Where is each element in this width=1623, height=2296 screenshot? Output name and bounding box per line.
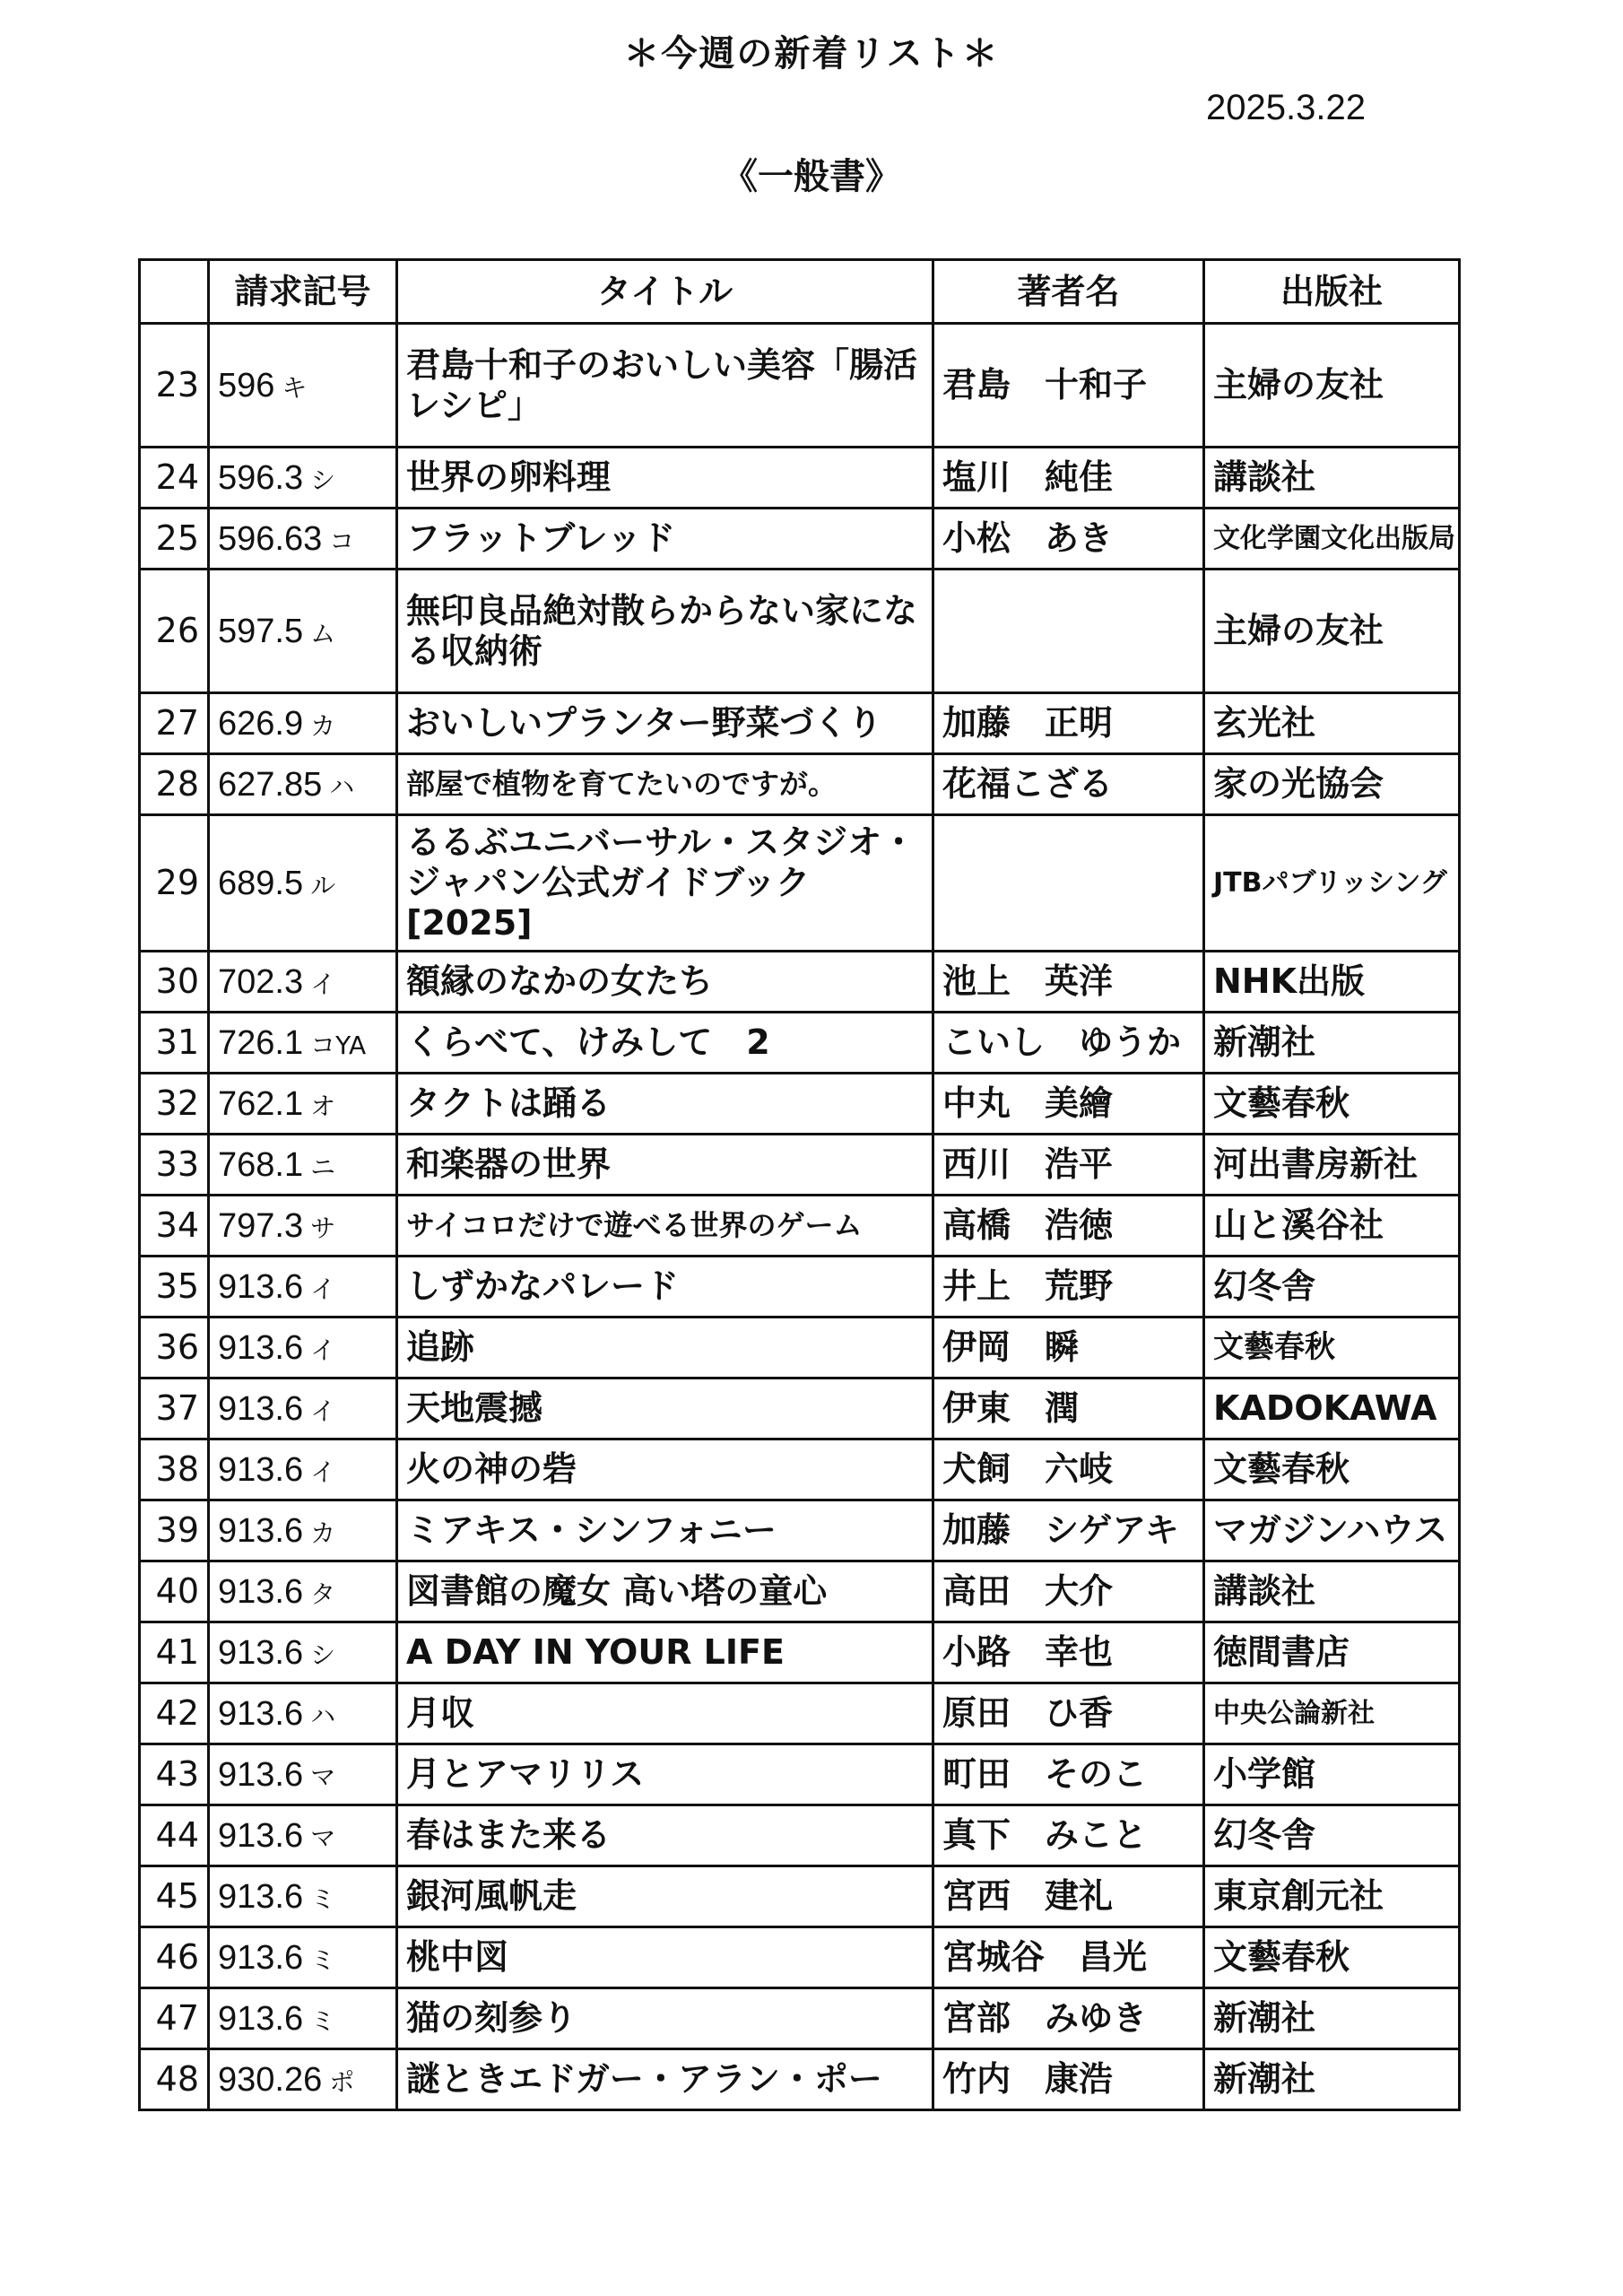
row-number: 38 [140,1439,209,1500]
book-publisher: 河出書房新社 [1204,1135,1460,1196]
book-author: 花福こざる [933,754,1204,815]
book-title: ミアキス・シンフォニー [397,1500,933,1561]
call-number-cell [209,1257,397,1318]
row-number: 46 [140,1927,209,1988]
author-mark: キ [282,372,308,403]
author-mark: シ [310,465,336,495]
book-title: 和楽器の世界 [397,1135,933,1196]
table-row [140,1805,1460,1866]
book-title: 猫の刻参り [397,1988,933,2049]
call-number-cell [209,1500,397,1561]
book-author: 伊岡 瞬 [933,1318,1204,1378]
table-row [140,509,1460,570]
call-number: 726.1 [218,1023,304,1062]
book-author: 伊東 潤 [933,1378,1204,1439]
book-title: フラットブレッド [397,509,933,570]
row-number: 30 [140,952,209,1013]
book-publisher: 中央公論新社 [1204,1683,1460,1744]
table-row [140,1622,1460,1683]
call-number-cell [209,2049,397,2110]
table-row [140,1439,1460,1500]
book-title: タクトは踊る [397,1074,933,1135]
call-number: 797.3 [218,1206,304,1245]
row-number: 25 [140,509,209,570]
author-mark: シ [310,1639,336,1670]
row-number: 36 [140,1318,209,1378]
book-author: 中丸 美繪 [933,1074,1204,1135]
book-title: 春はまた来る [397,1805,933,1866]
author-mark: マ [310,1761,336,1792]
list-date: 2025.3.22 [1206,88,1366,127]
call-number: 689.5 [218,864,304,902]
table-row [140,815,1460,952]
section-heading: 《一般書》 [722,156,901,197]
table-row [140,1744,1460,1805]
book-title: くらべて、けみして 2 [397,1013,933,1074]
book-author: 町田 そのこ [933,1744,1204,1805]
book-title: おいしいプランター野菜づくり [397,693,933,754]
book-title: 天地震撼 [397,1378,933,1439]
new-arrivals-table [138,258,1461,2111]
table-row [140,448,1460,509]
call-number-cell [209,693,397,754]
book-title: 月とアマリリス [397,1744,933,1805]
call-number-cell [209,1196,397,1257]
call-number: 913.6 [218,1267,304,1306]
table-row [140,570,1460,693]
author-mark: イ [310,1335,336,1365]
book-publisher: 文藝春秋 [1204,1439,1460,1500]
book-publisher: 徳間書店 [1204,1622,1460,1683]
call-number: 913.6 [218,1999,304,2038]
book-author: 宮西 建礼 [933,1866,1204,1927]
row-number: 37 [140,1378,209,1439]
call-number-cell [209,448,397,509]
call-number-cell [209,1135,397,1196]
call-number: 626.9 [218,704,304,743]
book-title: A DAY IN YOUR LIFE [397,1622,933,1683]
book-publisher: JTBパブリッシング [1204,815,1460,952]
author-mark: オ [310,1091,336,1121]
call-number-cell [209,1439,397,1500]
book-author: 池上 英洋 [933,952,1204,1013]
call-number: 913.6 [218,1328,304,1367]
row-number: 28 [140,754,209,815]
row-number: 48 [140,2049,209,2110]
row-number: 29 [140,815,209,952]
book-title: るるぶユニバーサル・スタジオ・ジャパン公式ガイドブック[2025] [397,815,933,952]
book-title: 部屋で植物を育てたいのですが。 [397,754,933,815]
book-publisher: 幻冬舎 [1204,1257,1460,1318]
book-publisher: 文化学園文化出版局 [1204,509,1460,570]
call-number-cell [209,1013,397,1074]
row-number: 26 [140,570,209,693]
call-number-cell [209,1074,397,1135]
table-row [140,1257,1460,1318]
table-row [140,324,1460,448]
call-number: 596.63 [218,519,323,558]
book-publisher: 新潮社 [1204,2049,1460,2110]
row-number: 42 [140,1683,209,1744]
call-number-cell [209,1805,397,1866]
book-publisher: 講談社 [1204,1561,1460,1622]
row-number: 27 [140,693,209,754]
book-author: 竹内 康浩 [933,2049,1204,2110]
table-row [140,1196,1460,1257]
table-row [140,1500,1460,1561]
author-mark: ル [310,870,336,900]
author-mark: コYA [310,1030,367,1060]
book-publisher: 文藝春秋 [1204,1318,1460,1378]
row-number: 41 [140,1622,209,1683]
book-title: 謎ときエドガー・アラン・ポー [397,2049,933,2110]
row-number: 24 [140,448,209,509]
book-publisher: 家の光協会 [1204,754,1460,815]
book-publisher: 主婦の友社 [1204,324,1460,448]
author-mark: イ [310,1457,336,1487]
call-number-cell [209,1378,397,1439]
call-number-cell [209,1318,397,1378]
table-header-row [140,260,1460,324]
author-mark: ミ [310,1944,336,1975]
book-title: 月収 [397,1683,933,1744]
call-number: 596 [218,366,275,404]
book-publisher: 幻冬舎 [1204,1805,1460,1866]
row-number: 34 [140,1196,209,1257]
author-mark: ハ [310,1700,336,1731]
author-mark: ミ [310,1883,336,1914]
table-row [140,754,1460,815]
table-row [140,952,1460,1013]
call-number: 768.1 [218,1145,304,1184]
book-author: 宮部 みゆき [933,1988,1204,2049]
book-publisher: 新潮社 [1204,1013,1460,1074]
call-number: 913.6 [218,1877,304,1916]
book-publisher: 文藝春秋 [1204,1074,1460,1135]
book-publisher: 文藝春秋 [1204,1927,1460,1988]
book-author: 小松 あき [933,509,1204,570]
call-number: 913.6 [218,1633,304,1672]
row-number: 44 [140,1805,209,1866]
page-title: ＊今週の新着リスト＊ [623,33,1000,74]
book-author: 宮城谷 昌光 [933,1927,1204,1988]
call-number: 597.5 [218,612,304,650]
call-number: 913.6 [218,1694,304,1733]
table-row [140,1927,1460,1988]
book-author: 西川 浩平 [933,1135,1204,1196]
row-number: 39 [140,1500,209,1561]
book-publisher: 新潮社 [1204,1988,1460,2049]
table-row [140,1074,1460,1135]
book-author: こいし ゆうか [933,1013,1204,1074]
book-title: 図書館の魔女 高い塔の童心 [397,1561,933,1622]
book-title: 火の神の砦 [397,1439,933,1500]
book-title: サイコロだけで遊べる世界のゲーム [397,1196,933,1257]
table-row [140,1135,1460,1196]
call-number-cell [209,1866,397,1927]
table-row [140,1683,1460,1744]
book-title: 君島十和子のおいしい美容「腸活レシピ」 [397,324,933,448]
call-number-cell [209,1988,397,2049]
column-header-call-number: 請求記号 [209,260,397,324]
row-number: 45 [140,1866,209,1927]
author-mark: マ [310,1822,336,1853]
book-publisher: NHK出版 [1204,952,1460,1013]
book-author [933,815,1204,952]
call-number: 930.26 [218,2060,323,2099]
author-mark: イ [310,1396,336,1426]
call-number: 913.6 [218,1389,304,1428]
book-title: 桃中図 [397,1927,933,1988]
book-author: 小路 幸也 [933,1622,1204,1683]
row-number: 43 [140,1744,209,1805]
author-mark: ハ [329,771,355,802]
row-number: 33 [140,1135,209,1196]
author-mark: ム [310,618,336,648]
column-header-publisher: 出版社 [1204,260,1460,324]
book-title: 追跡 [397,1318,933,1378]
table-row [140,1318,1460,1378]
call-number: 627.85 [218,765,323,804]
book-title: 無印良品絶対散らからない家になる収納術 [397,570,933,693]
call-number: 913.6 [218,1938,304,1977]
author-mark: コ [329,526,355,556]
call-number-cell [209,1927,397,1988]
row-number: 31 [140,1013,209,1074]
author-mark: ニ [310,1152,336,1182]
column-header-number [140,260,209,324]
book-publisher: 主婦の友社 [1204,570,1460,693]
author-mark: カ [310,1518,336,1548]
book-title: 額縁のなかの女たち [397,952,933,1013]
call-number-cell [209,509,397,570]
book-author: 高橋 浩徳 [933,1196,1204,1257]
book-publisher: 山と溪谷社 [1204,1196,1460,1257]
book-author: 加藤 シゲアキ [933,1500,1204,1561]
call-number: 596.3 [218,458,304,497]
call-number-cell [209,570,397,693]
book-author [933,570,1204,693]
call-number-cell [209,1744,397,1805]
row-number: 35 [140,1257,209,1318]
call-number: 913.6 [218,1816,304,1855]
call-number: 762.1 [218,1084,304,1123]
book-author: 原田 ひ香 [933,1683,1204,1744]
call-number: 702.3 [218,962,304,1001]
book-author: 君島 十和子 [933,324,1204,448]
author-mark: イ [310,1274,336,1304]
table-row [140,1013,1460,1074]
call-number: 913.6 [218,1572,304,1611]
table-row [140,1561,1460,1622]
author-mark: ポ [329,2066,355,2097]
book-publisher: 玄光社 [1204,693,1460,754]
row-number: 47 [140,1988,209,2049]
author-mark: ミ [310,2005,336,2036]
book-publisher: 東京創元社 [1204,1866,1460,1927]
table-row [140,1866,1460,1927]
author-mark: イ [310,969,336,999]
book-author: 井上 荒野 [933,1257,1204,1318]
book-title: しずかなパレード [397,1257,933,1318]
call-number-cell [209,324,397,448]
row-number: 40 [140,1561,209,1622]
row-number: 32 [140,1074,209,1135]
column-header-author: 著者名 [933,260,1204,324]
book-author: 真下 みこと [933,1805,1204,1866]
call-number: 913.6 [218,1450,304,1489]
call-number-cell [209,815,397,952]
book-author: 高田 大介 [933,1561,1204,1622]
call-number-cell [209,1683,397,1744]
book-title: 銀河風帆走 [397,1866,933,1927]
book-author: 加藤 正明 [933,693,1204,754]
book-publisher: KADOKAWA [1204,1378,1460,1439]
book-author: 塩川 純佳 [933,448,1204,509]
book-title: 世界の卵料理 [397,448,933,509]
book-publisher: 小学館 [1204,1744,1460,1805]
call-number-cell [209,754,397,815]
author-mark: カ [310,710,336,741]
call-number: 913.6 [218,1755,304,1794]
call-number: 913.6 [218,1511,304,1550]
table-row [140,693,1460,754]
table-row [140,1988,1460,2049]
column-header-title: タイトル [397,260,933,324]
call-number-cell [209,1561,397,1622]
call-number-cell [209,1622,397,1683]
author-mark: サ [310,1213,336,1243]
table-row [140,1378,1460,1439]
book-author: 犬飼 六岐 [933,1439,1204,1500]
book-publisher: マガジンハウス [1204,1500,1460,1561]
call-number-cell [209,952,397,1013]
row-number: 23 [140,324,209,448]
book-publisher: 講談社 [1204,448,1460,509]
table-row [140,2049,1460,2110]
author-mark: タ [310,1578,336,1609]
